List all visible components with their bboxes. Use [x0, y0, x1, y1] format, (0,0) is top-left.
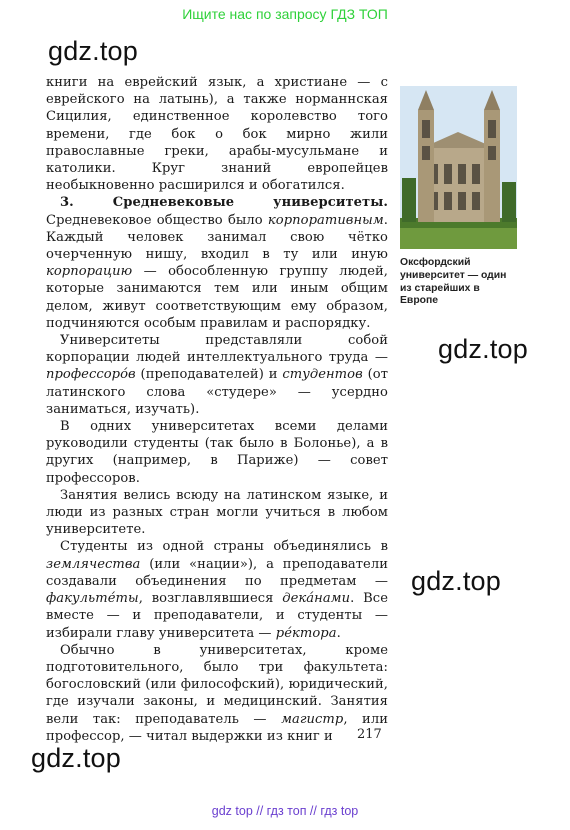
- paragraph: Студенты из одной страны объединялись в землячества (или «нации»), а преподаватели создавали объединения по предметам — факульте́ты, возглавлявшиеся дека́нами. Все вместе — и преподаватели, и студенты — избирали главу университета — ре́ктора.: [46, 539, 388, 641]
- main-text: [46, 74, 388, 745]
- watermark-text: gdz.top: [48, 36, 138, 66]
- watermark-text: gdz.top: [411, 566, 501, 596]
- paragraph: Университеты представляли собой корпорации людей интеллектуального труда — профессоро́в (преподавателей) и студентов (от латинского слова «студере» — усердно заниматься, изучать).: [46, 333, 388, 417]
- oxford-university-photo: [400, 86, 517, 249]
- paragraph: Обычно в университетах, кроме подготовительного, было три факультета: богословский (или философский), юридический, где изучали законы, и медицинский. Занятия вели так: преподаватель — магистр, или профессор, — читал выдержки из книг и: [46, 642, 388, 744]
- search-banner: Ищите нас по запросу ГДЗ ТОП: [182, 6, 388, 22]
- section-heading: 3. Средневековые университеты.: [60, 195, 388, 211]
- watermark-text: gdz.top: [438, 334, 528, 364]
- footer-watermark: gdz top // гдз топ // гдз top: [211, 804, 359, 818]
- watermark-text: gdz.top: [31, 743, 121, 773]
- paragraph: Занятия велись всюду на латинском языке, и люди из разных стран могли учиться в любом университете.: [46, 487, 388, 538]
- paragraph: 3. Средневековые университеты. Средневековое общество было корпоративным. Каждый человек занимал свою чётко очерченную нишу, входил в ту или иную корпорацию — обособленную группу людей, которые занимаются тем или иным общим делом, живут соответствующим ему образом, подчиняются особым правилам и распорядку.: [46, 195, 388, 331]
- paragraph: В одних университетах всеми делами руководили студенты (так было в Болонье), а в других (например, в Париже) — совет профессоров.: [46, 419, 388, 486]
- page-number: 217: [357, 727, 382, 742]
- photo-caption: Оксфордский университет — один из старейших в Европе: [400, 257, 507, 307]
- paragraph: книги на еврейский язык, а христиане — с еврейского на латынь), а также норманнская Сицилия, единственное королевство того времени, где бок о бок мирно жили православные греки, арабы-мусульмане и католики. Круг знаний европейцев необыкновенно расширился и обогатился.: [46, 75, 388, 194]
